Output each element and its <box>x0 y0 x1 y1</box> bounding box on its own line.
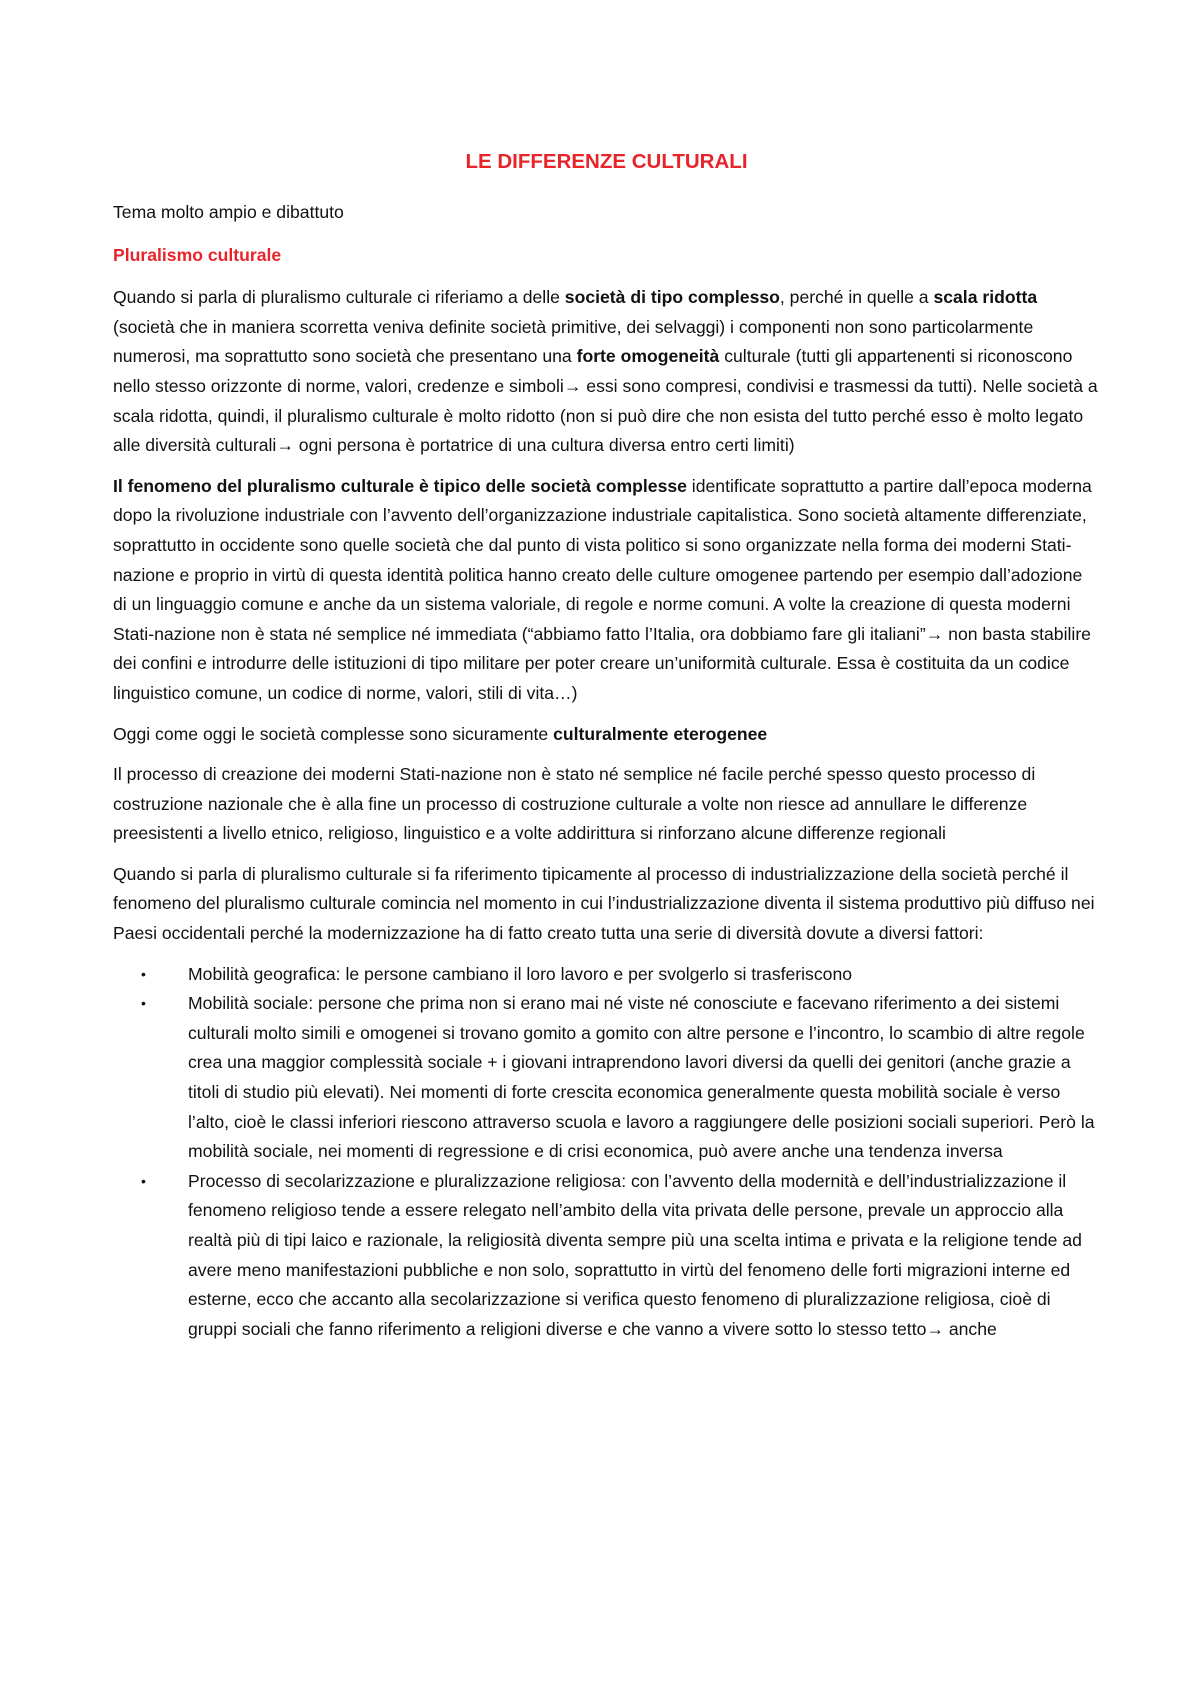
bullet-icon: • <box>141 965 146 982</box>
text-span: non basta stabilire dei confini e introdurre delle istituzioni di tipo militare per poter creare un’uniformità culturale. Essa è costituita da un codice linguistico comune, un codice di norme, valori, stili di vita…) <box>113 623 1091 703</box>
list-item-text: Processo di secolarizzazione e pluralizzazione religiosa: con l’avvento della modernità e dell’industrializzazione il fenomeno religioso tende a essere relegato nell’ambito della vita privata delle persone, prevale un approccio alla realtà più di tipi laico e razionale, la religiosità diventa sempre più una scelta intima e privata e la religione tende ad avere meno manifestazioni pubbliche e non solo, soprattutto in virtù del fenomeno delle forti migrazioni interne ed esterne, ecco che accanto alla secolarizzazione si verifica questo fenomeno di pluralizzazione religiosa, cioè di gruppi sociali che fanno riferimento a religioni diverse e che vanno a vivere sotto lo stesso tetto <box>188 1170 1082 1339</box>
list-item <box>113 1167 1100 1345</box>
bold-span: scala ridotta <box>933 287 1038 308</box>
text-span: Oggi come oggi le società complesse sono sicuramente <box>113 723 554 744</box>
list-item <box>113 989 1100 1167</box>
text-span: ogni persona è portatrice di una cultura diversa entro certi limiti) <box>293 435 795 456</box>
text-span: culturale (tutti gli appartenenti si riconoscono nello stesso orizzonte di norme, valori, credenze e simboli <box>113 346 1073 396</box>
bullet-icon: • <box>141 1172 146 1189</box>
bold-span: Il fenomeno del pluralismo culturale è tipico delle società complesse <box>113 475 687 496</box>
section-heading: Pluralismo culturale <box>113 244 282 265</box>
arrow-right-icon: → <box>925 623 944 644</box>
paragraph-1 <box>113 283 1100 461</box>
list-item <box>113 960 1100 990</box>
subtitle: Tema molto ampio e dibattuto <box>113 202 344 222</box>
list-item-text: Mobilità geografica: le persone cambiano il loro lavoro e per svolgerlo si trasferiscono <box>188 963 853 984</box>
paragraph-3 <box>113 720 1100 750</box>
text-span: essi sono compresi, condivisi e trasmessi da tutti). Nelle società a scala ridotta, quindi, il pluralismo culturale è molto ridotto (non si può dire che non esista del tutto perché esso è molto legato alle diversità culturali <box>113 375 1098 456</box>
text-span: Quando si parla di pluralismo culturale ci riferiamo a delle <box>113 287 565 308</box>
text-span: (società che in maniera scorretta veniva definite società primitive, dei selvaggi) i componenti non sono particolarmente numerosi, ma soprattutto sono società che presentano una <box>113 316 1034 367</box>
document-page <box>113 148 1100 1344</box>
bullet-icon: • <box>141 995 146 1012</box>
bold-span: culturalmente eterogenee <box>553 723 768 744</box>
paragraph-2 <box>113 472 1100 709</box>
list-item-text: anche <box>943 1318 997 1339</box>
bold-span: forte omogeneità <box>576 346 720 367</box>
text-span: , perché in quelle a <box>779 287 934 308</box>
arrow-right-icon: → <box>926 1318 944 1339</box>
page-title: LE DIFFERENZE CULTURALI <box>465 150 748 173</box>
bullet-list <box>113 960 1100 1345</box>
paragraph-4: Il processo di creazione dei moderni Stati-nazione non è stato né semplice né facile perché spesso questo processo di costruzione nazionale che è alla fine un processo di costruzione culturale a volte non riesce ad annullare le differenze preesistenti a livello etnico, religioso, linguistico e a volte addirittura si rinforzano alcune differenze regionali <box>113 764 1036 844</box>
arrow-right-icon: → <box>563 375 582 396</box>
list-item-text: Mobilità sociale: persone che prima non si erano mai né viste né conosciute e facevano riferimento a dei sistemi culturali molto simili e omogenei si trovano gomito a gomito con altre persone e l’incontro, lo scambio di altre regole crea una maggior complessità sociale + i giovani intraprendono lavori diversi da quelli dei genitori (anche grazie a titoli di studio più elevati). Nei momenti di forte crescita economica generalmente questa mobilità sociale è verso l’alto, cioè le classi inferiori riescono attraverso scuola e lavoro a raggiungere delle posizioni sociali superiori. Però la mobilità sociale, nei momenti di regressione e di crisi economica, può avere anche una tendenza inversa <box>188 993 1095 1162</box>
bold-span: società di tipo complesso <box>564 287 780 308</box>
arrow-right-icon: → <box>276 435 294 456</box>
text-span: identificate soprattutto a partire dall’epoca moderna dopo la rivoluzione industriale con l’avvento dell’organizzazione industriale capitalistica. Sono società altamente differenziate, soprattutto in occidente sono quelle società che dal punto di vista politico si sono organizzate nella forma dei moderni Stati-nazione e proprio in virtù di questa identità politica hanno creato delle culture omogenee partendo per esempio dall’adozione di un linguaggio comune e anche da un sistema valoriale, di regole e norme comuni. A volte la creazione di questa moderni Stati-nazione non è stata né semplice né immediata (“abbiamo fatto l’Italia, ora dobbiamo fare gli italiani” <box>113 475 1092 644</box>
paragraph-5: Quando si parla di pluralismo culturale si fa riferimento tipicamente al processo di industrializzazione della società perché il fenomeno del pluralismo culturale comincia nel momento in cui l’industrializzazione diventa il sistema produttivo più diffuso nei Paesi occidentali perché la modernizzazione ha di fatto creato tutta una serie di diversità dovute a diversi fattori: <box>113 863 1095 944</box>
